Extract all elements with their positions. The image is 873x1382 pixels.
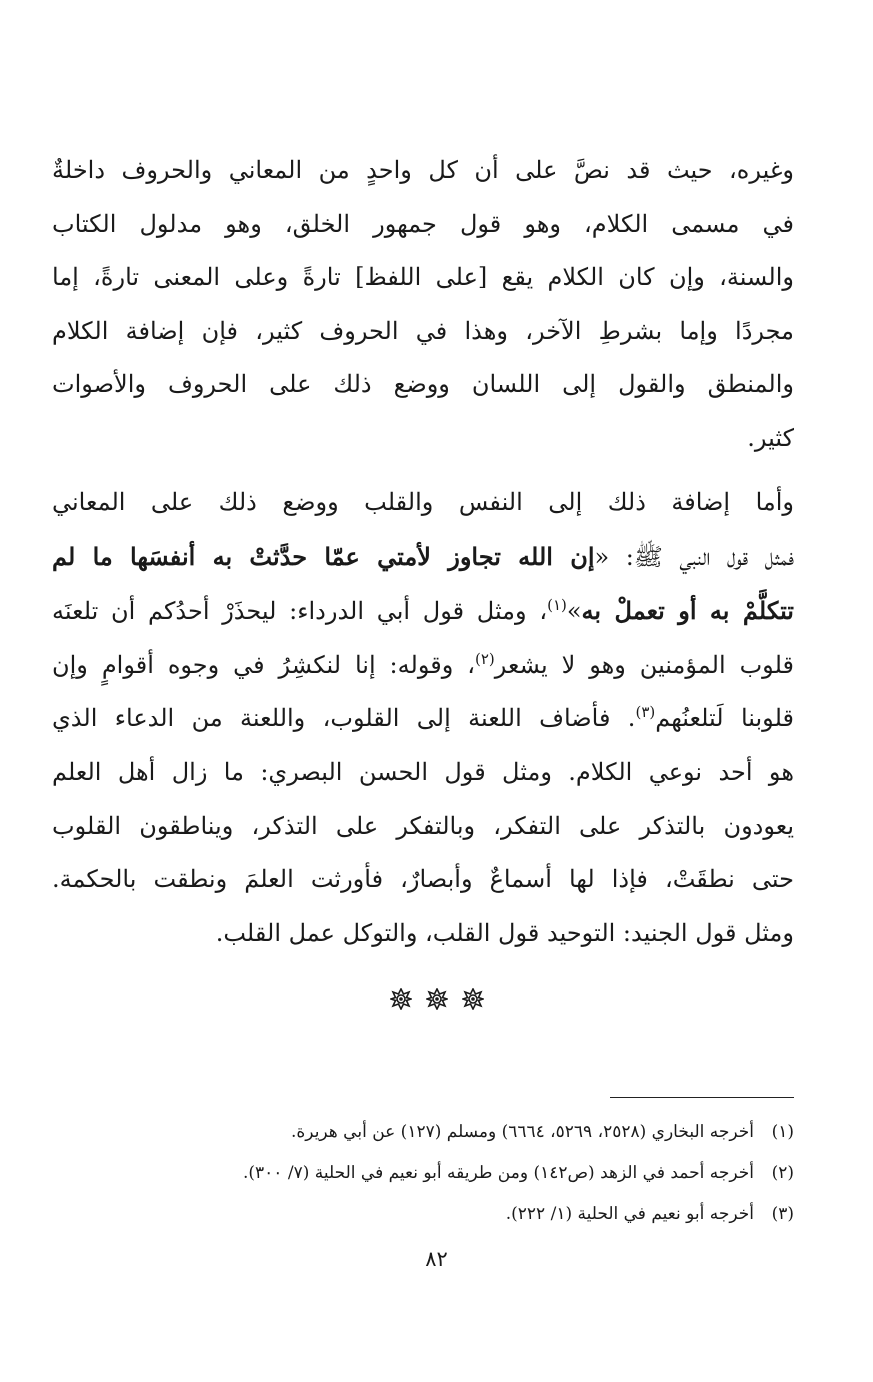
- footnote-3-text: أخرجه أبو نعيم في الحلية (١/ ٢٢٢).: [505, 1204, 754, 1224]
- paragraph-2-line-1: وأما إضافة ذلك إلى النفس والقلب ووضع ذلك على المعاني: [52, 488, 794, 516]
- line-4-text-a: قلوب المؤمنين وهو لا يشعر: [494, 650, 794, 679]
- footnote-2-number: (٢): [771, 1163, 794, 1183]
- floral-ornament-icon: [390, 988, 412, 1010]
- paragraph-1-line-6: كثير.: [747, 423, 794, 452]
- hadith-quote-part-2: تتكلَّمْ به أو تعملْ به: [581, 596, 794, 626]
- hadith-intro: فمثل قول النبي ﷺ: «: [594, 542, 794, 571]
- quote-close: »: [566, 597, 582, 626]
- paragraph-2-line-5: [52, 692, 794, 746]
- footnote-ref-3[interactable]: (٣): [635, 703, 656, 722]
- floral-ornament-icon: [426, 988, 448, 1010]
- paragraph-1-line-1: وغيره، حيث قد نصَّ على أن كل واحدٍ من المعاني والحروف داخلةٌ: [52, 156, 794, 184]
- footnote-2: [60, 1153, 794, 1194]
- paragraph-1: [52, 144, 794, 466]
- section-divider-ornaments: [0, 988, 873, 1010]
- paragraph-2-line-6: هو أحد نوعي الكلام. ومثل قول الحسن البصري: ما زال أهل العلم: [52, 757, 794, 786]
- footnote-1-text: أخرجه البخاري (٢٥٢٨، ٥٢٦٩، ٦٦٦٤) ومسلم (١٢٧) عن أبي هريرة.: [291, 1122, 754, 1142]
- footnote-1-number: (١): [771, 1122, 794, 1142]
- line-5-text-a: قلوبنا لَتلعنُهم: [655, 704, 794, 733]
- line-5-text-b: . فأضاف اللعنة إلى القلوب، واللعنة من الدعاء الذي: [52, 704, 636, 733]
- paragraph-2-line-9: ومثل قول الجنيد: التوحيد قول القلب، والتوكل عمل القلب.: [215, 918, 794, 947]
- paragraph-2-line-7: يعودون بالتذكر على التفكر، وبالتفكر على التذكر، ويناطقون القلوب: [52, 811, 794, 840]
- paragraph-1-line-4: مجردًا وإما بشرطِ الآخر، وهذا في الحروف كثير، فإن إضافة الكلام: [52, 316, 794, 345]
- footnote-ref-2[interactable]: (٢): [474, 649, 495, 668]
- page-number: ٨٢: [425, 1247, 448, 1271]
- abu-darda-text: ، ومثل قول أبي الدرداء: ليحذَرْ أحدُكم أن تلعنَه: [52, 597, 548, 626]
- footnote-2-text: أخرجه أحمد في الزهد (ص١٤٢) ومن طريقه أبو نعيم في الحلية (٧/ ٣٠٠).: [242, 1163, 754, 1183]
- footnote-3: [60, 1194, 794, 1235]
- paragraph-2-line-8: حتى نطقَتْ، فإذا لها أسماعٌ وأبصارٌ، فأورثت العلمَ ونطقت بالحكمة.: [52, 865, 794, 894]
- paragraph-2: [52, 476, 794, 960]
- paragraph-1-line-5: والمنطق والقول إلى اللسان ووضع ذلك على الحروف والأصوات: [52, 370, 794, 399]
- footnote-3-number: (٣): [771, 1204, 794, 1224]
- paragraph-2-line-3: [52, 584, 794, 639]
- hadith-quote-part-1: إن الله تجاوز لأمتي عمّا حدَّثتْ به أنفسَها ما لم: [52, 541, 595, 571]
- floral-ornament-icon: [462, 988, 484, 1010]
- paragraph-2-line-4: [52, 639, 794, 693]
- paragraph-1-line-3: والسنة، وإن كان الكلام يقع [على اللفظ] تارةً وعلى المعنى تارةً، إما: [52, 263, 794, 292]
- footnote-1: [60, 1112, 794, 1153]
- footnote-ref-1[interactable]: (١): [547, 596, 567, 615]
- footnote-divider: [610, 1097, 794, 1098]
- line-4-text-b: ، وقوله: إنا لنكشِرُ في وجوه أقوامٍ وإن: [52, 650, 475, 679]
- paragraph-1-line-2: في مسمى الكلام، وهو قول جمهور الخلق، وهو مدلول الكتاب: [52, 209, 794, 238]
- footnotes: [60, 1112, 794, 1235]
- paragraph-2-line-2: [52, 530, 794, 585]
